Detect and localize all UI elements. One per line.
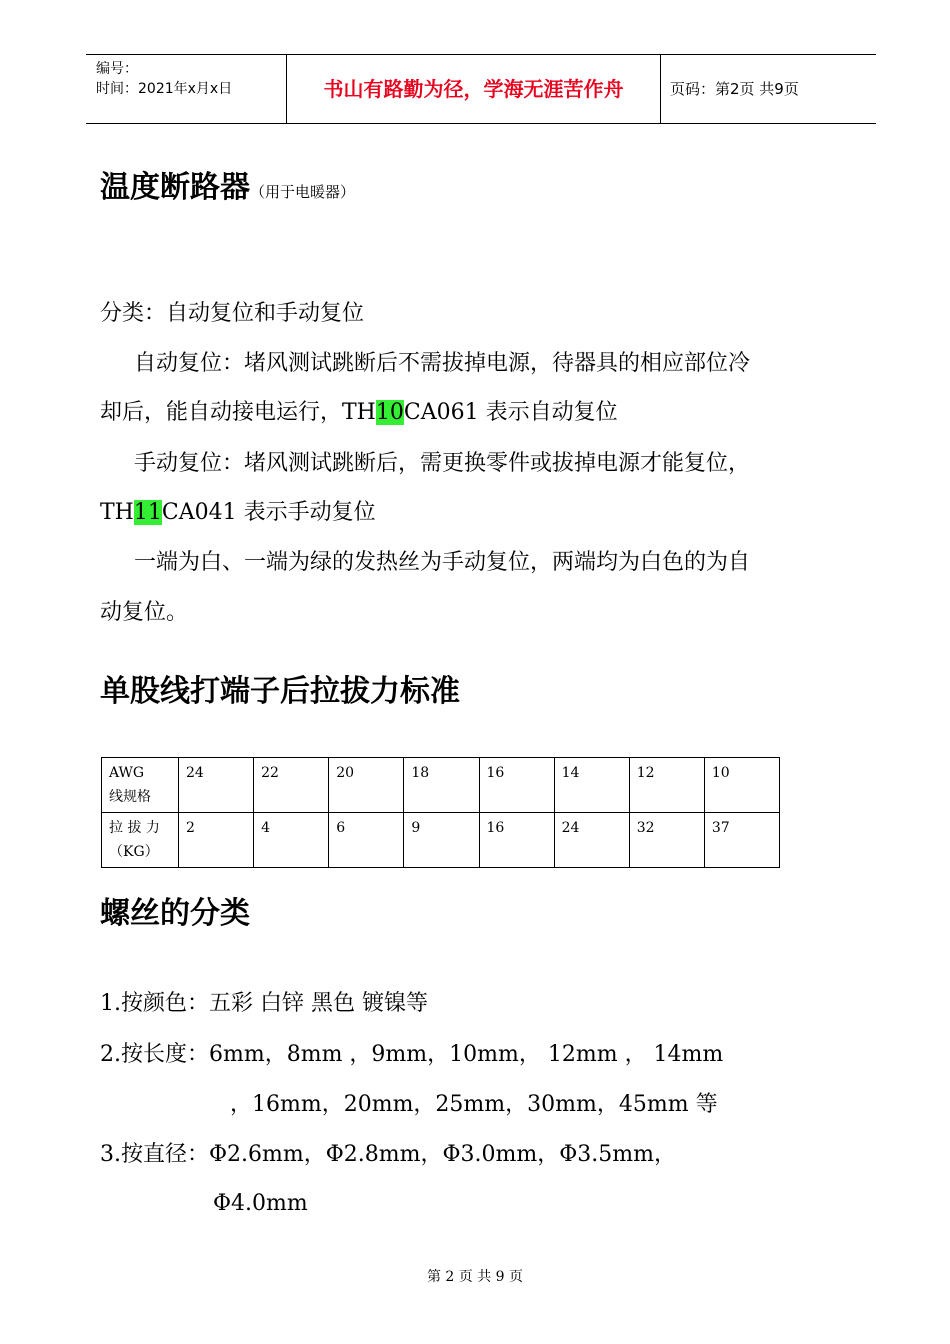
screw-by-diameter-1: 3.按直径：Φ2.6mm，Φ2.8mm，Φ3.0mm，Φ3.5mm， <box>100 1142 676 1167</box>
table-cell: 18 <box>404 758 479 813</box>
header-divider <box>660 55 661 123</box>
row-label-awg <box>102 758 179 813</box>
section-subtitle: （用于电暖器） <box>250 183 356 201</box>
screw-by-color: 1.按颜色：五彩 白锌 黑色 镀镍等 <box>100 991 428 1016</box>
pull-force-table <box>101 757 780 868</box>
label-text: 线规格 <box>109 789 151 805</box>
table-cell: 16 <box>479 813 554 868</box>
header-page-number: 页码：第2页 共9页 <box>670 80 799 98</box>
table-row <box>102 758 780 813</box>
table-cell: 12 <box>629 758 704 813</box>
table-cell: 2 <box>179 813 254 868</box>
wire-color-line-2: 动复位。 <box>100 600 189 625</box>
label-text: AWG <box>109 765 145 781</box>
manual-reset-line-1: 手动复位：堵风测试跳断后，需更换零件或拔掉电源才能复位， <box>134 451 751 476</box>
section-title-thermal-breaker <box>100 162 355 206</box>
auto-reset-line-1: 自动复位：堵风测试跳断后不需拔掉电源，待器具的相应部位冷 <box>134 351 751 376</box>
section-title-pull-force: 单股线打端子后拉拔力标准 <box>100 674 460 709</box>
screw-by-length-1: 2.按长度：6mm，8mm ，9mm，10mm， 12mm ， 14mm <box>100 1042 724 1067</box>
manual-reset-text: CA041 表示手动复位 <box>161 500 376 525</box>
label-text: （KG） <box>109 844 159 860</box>
section-title-text: 温度断路器 <box>100 170 250 205</box>
manual-reset-code-highlight: 11 <box>133 500 162 525</box>
classification-line: 分类：自动复位和手动复位 <box>100 301 365 326</box>
table-cell: 32 <box>629 813 704 868</box>
auto-reset-text: 却后，能自动接电运行，TH <box>100 400 376 425</box>
auto-reset-code-highlight: 10 <box>375 400 404 425</box>
manual-reset-text: TH <box>100 500 134 525</box>
table-cell: 16 <box>479 758 554 813</box>
document-number-label: 编号： <box>96 61 138 77</box>
table-cell: 22 <box>254 758 329 813</box>
table-cell: 6 <box>329 813 404 868</box>
table-cell: 4 <box>254 813 329 868</box>
label-text: 拉 拔 力 <box>109 820 160 836</box>
page-header <box>86 54 876 124</box>
screw-by-diameter-2: Φ4.0mm <box>213 1191 308 1216</box>
manual-reset-line-2 <box>100 498 376 528</box>
row-label-force <box>102 813 179 868</box>
table-cell: 9 <box>404 813 479 868</box>
auto-reset-text: CA061 表示自动复位 <box>403 400 618 425</box>
table-cell: 14 <box>554 758 629 813</box>
page-footer: 第 2 页 共 9 页 <box>426 1269 524 1285</box>
wire-color-line-1: 一端为白、一端为绿的发热丝为手动复位，两端均为白色的为自 <box>134 550 751 575</box>
auto-reset-line-2 <box>100 398 618 428</box>
screw-by-length-2: ，16mm，20mm，25mm，30mm，45mm 等 <box>230 1092 718 1117</box>
table-cell: 24 <box>179 758 254 813</box>
table-row <box>102 813 780 868</box>
header-motto: 书山有路勤为径，学海无涯苦作舟 <box>323 77 624 101</box>
table-cell: 24 <box>554 813 629 868</box>
table-cell: 10 <box>704 758 779 813</box>
section-title-screws: 螺丝的分类 <box>100 896 250 931</box>
table-cell: 20 <box>329 758 404 813</box>
document-time-label: 时间：2021年x月x日 <box>96 81 233 97</box>
table-cell: 37 <box>704 813 779 868</box>
header-meta <box>96 59 286 99</box>
